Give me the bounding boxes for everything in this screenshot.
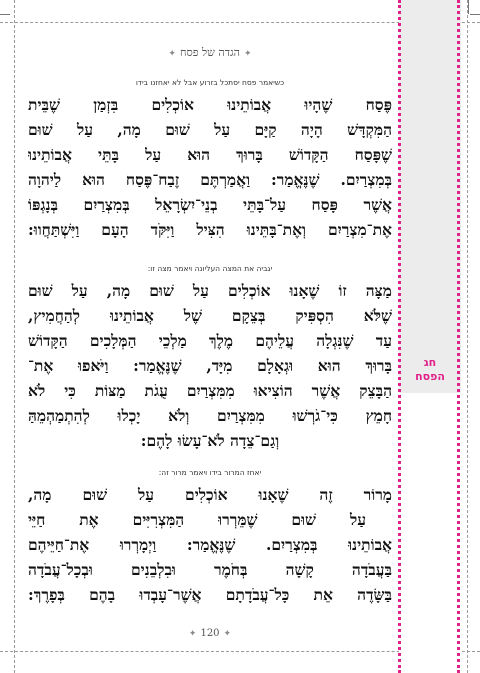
text-line: בַּעֲבֹדָה קָשָׁה בְּחֹמֶר וּבִלְבֵנִים וּבְכָל־עֲבֹדָה <box>28 560 392 579</box>
ornament-icon: ✦ <box>168 49 176 59</box>
page <box>24 22 396 650</box>
side-tab-line: חג <box>423 356 437 369</box>
crop-mark <box>470 14 480 15</box>
text-line: אֶת־מִצְרַיִם וְאֶת־בָּתֵּינוּ הִצִּיל וַיִּקֹּד הָעָם וַיִּשְׁתַּחֲווּ: <box>28 220 392 239</box>
text-line: מָרוֹר זֶה שֶׁאָנוּ אוֹכְלִים עַל שׁוּם מָה, <box>28 485 392 504</box>
side-tab-dotted-border <box>457 0 460 673</box>
text-line: שֶׁלֹּא הִסְפִּיק בְּצֵקָם שֶׁל אֲבוֹתֵינוּ לְהַחֲמִיץ, <box>28 306 392 325</box>
running-head-title: הגדה של פסח <box>179 46 241 59</box>
ornament-icon: ✦ <box>188 629 197 639</box>
crop-mark <box>468 0 469 14</box>
side-tab-dotted-border <box>398 0 401 673</box>
page-number <box>24 628 396 639</box>
text-line: בְּמִצְרַיִם. שֶׁנֶּאֱמַר: וַאֲמַרְתֶּם זֶבַח־פֶּסַח הוּא לַיהוָה <box>28 170 392 189</box>
paragraph-maror <box>28 482 392 607</box>
ornament-icon: ✦ <box>244 49 252 59</box>
paragraph-pesach <box>28 92 392 242</box>
paragraph-matzah <box>28 278 392 453</box>
text-line: עַל שׁוּם שֶׁמֵּרְרוּ הַמִּצְרִיִּים אֶת חַיֵּי <box>28 510 366 529</box>
text-line: הַבָּצֵק אֲשֶׁר הוֹצִיאוּ מִמִּצְרַיִם עֻגֹת מַצּוֹת כִּי לֹא <box>28 381 392 400</box>
text-line: אֲשֶׁר פָּסַח עַל־בָּתֵּי בְנֵי־יִשְׂרָאֵל בְּמִצְרַיִם בְּנָגְפּוֹ <box>28 195 392 214</box>
page-number-value: 120 <box>200 628 220 639</box>
side-tab-lower <box>399 393 461 673</box>
text-line: הַמִּקְדָּשׁ הָיָה קַיָּם עַל שׁוּם מָה, עַל שׁוּם <box>28 120 392 139</box>
side-tab-line: הפסח <box>415 370 445 383</box>
running-head <box>24 46 396 59</box>
side-tab-label[interactable] <box>405 356 455 384</box>
text-line: חָמֵץ כִּי־גֹרְשׁוּ מִמִּצְרַיִם וְלֹא יָכְלוּ לְהִתְמַהְמֵהַּ <box>28 406 392 425</box>
instruction-note: כשיאמר פסח יסתכל בזרוע אבל לא יאחזנו בידו <box>135 78 285 87</box>
ornament-icon: ✦ <box>223 629 232 639</box>
text-line: עַד שֶׁנִּגְלָה עֲלֵיהֶם מֶלֶךְ מַלְכֵי הַמְּלָכִים הַקָּדוֹשׁ <box>28 331 392 350</box>
instruction-note: יגביה את המצה העליונה ויאמר מצה זו: <box>147 264 273 273</box>
text-line: פֶּסַח שֶׁהָיוּ אֲבוֹתֵינוּ אוֹכְלִים בִּזְמַן שֶׁבֵּית <box>28 95 392 114</box>
text-line: אֲבוֹתֵינוּ בְּמִצְרַיִם. שֶׁנֶּאֱמַר: וַיְמָרְרוּ אֶת־חַיֵּיהֶם <box>28 535 392 554</box>
crop-guide-right <box>467 0 468 673</box>
crop-guide-left <box>14 0 15 673</box>
text-line: בָּרוּךְ הוּא וּגְאָלָם מִיָּד, שֶׁנֶּאֱמַר: וַיֹּאפוּ אֶת־ <box>28 356 392 375</box>
instruction-note: יאחז המרור בידו ויאמר מרור זה: <box>158 468 262 477</box>
text-line: שֶׁפָּסַח הַקָּדוֹשׁ בָּרוּךְ הוּא עַל בָּתֵּי אֲבוֹתֵינוּ <box>28 145 392 164</box>
text-line: מַצָּה זוֹ שֶׁאָנוּ אוֹכְלִים עַל שׁוּם מָה, עַל שׁוּם <box>28 281 392 300</box>
text-line: בַּשָּׂדֶה אֵת כָּל־עֲבֹדָתָם אֲשֶׁר־עָבְדוּ בָהֶם בְּפָרֶךְ: <box>28 585 392 604</box>
crop-mark <box>0 14 10 15</box>
text-line: וְגַם־צֵדָה לֹא־עָשׂוּ לָהֶם: <box>140 431 280 450</box>
